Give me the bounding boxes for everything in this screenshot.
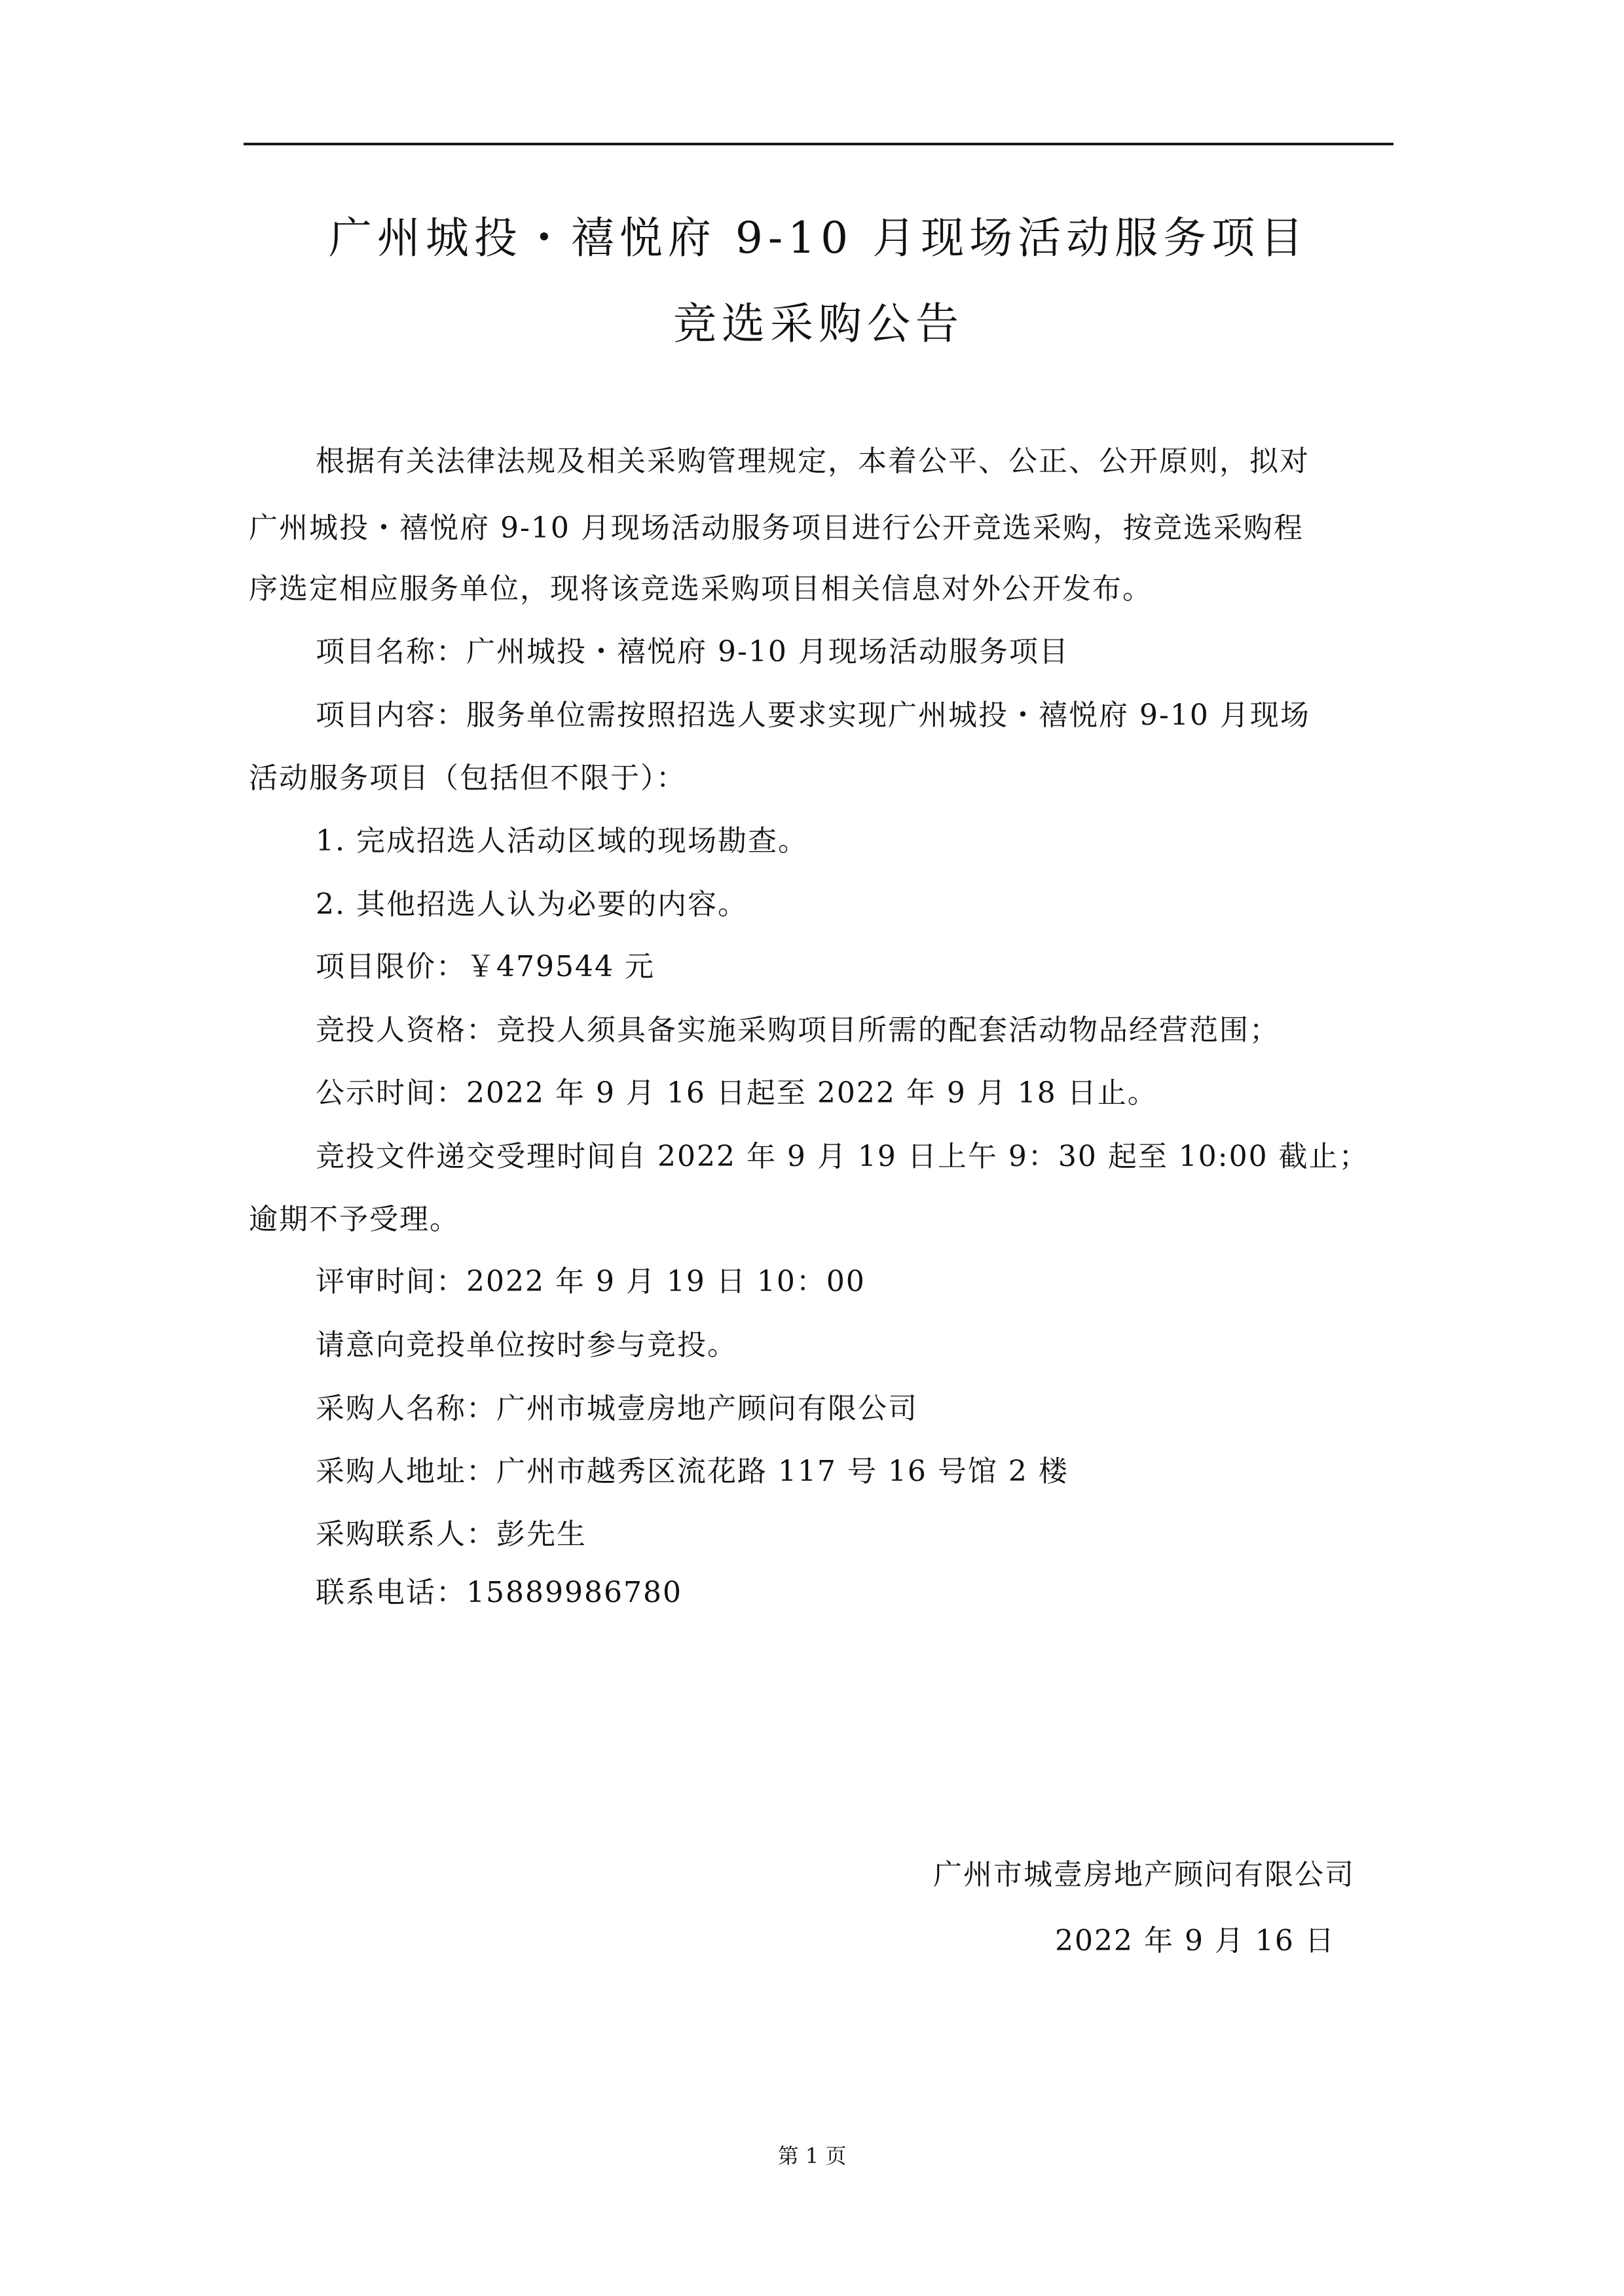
intro-line-2: 广州城投・禧悦府 9-10 月现场活动服务项目进行公开竞选采购，按竞选采购程 bbox=[249, 511, 1304, 545]
content-item-1: 1. 完成招选人活动区域的现场勘查。 bbox=[316, 824, 808, 858]
price-limit: 项目限价：￥479544 元 bbox=[316, 950, 655, 983]
signature-date: 2022 年 9 月 16 日 bbox=[1055, 1924, 1335, 1958]
contact-phone: 联系电话：15889986780 bbox=[316, 1576, 682, 1609]
bidder-qualification: 竞投人资格：竞投人须具备实施采购项目所需的配套活动物品经营范围； bbox=[316, 1013, 1280, 1047]
intro-line-1: 根据有关法律法规及相关采购管理规定，本着公平、公正、公开原则，拟对 bbox=[316, 445, 1310, 478]
review-time: 评审时间：2022 年 9 月 19 日 10：00 bbox=[316, 1265, 866, 1298]
contact-person: 采购联系人：彭先生 bbox=[316, 1518, 587, 1551]
submission-line-1: 竞投文件递交受理时间自 2022 年 9 月 19 日上午 9：30 起至 10:00 截止； bbox=[316, 1140, 1369, 1173]
document-title: 广州城投・禧悦府 9-10 月现场活动服务项目 bbox=[328, 213, 1309, 263]
content-item-2: 2. 其他招选人认为必要的内容。 bbox=[316, 888, 748, 921]
project-content-line-1: 项目内容：服务单位需按照招选人要求实现广州城投・禧悦府 9-10 月现场 bbox=[316, 699, 1310, 732]
purchaser-address: 采购人地址：广州市越秀区流花路 117 号 16 号馆 2 楼 bbox=[316, 1455, 1069, 1488]
project-name: 项目名称：广州城投・禧悦府 9-10 月现场活动服务项目 bbox=[316, 635, 1069, 668]
document-subtitle: 竞选采购公告 bbox=[673, 299, 964, 349]
publicity-period: 公示时间：2022 年 9 月 16 日起至 2022 年 9 月 18 日止。 bbox=[316, 1076, 1158, 1110]
page-number: 第 1 页 bbox=[777, 2143, 847, 2168]
project-content-line-2: 活动服务项目（包括但不限于）： bbox=[249, 761, 686, 795]
header-rule bbox=[244, 143, 1393, 145]
signature-company: 广州市城壹房地产顾问有限公司 bbox=[933, 1858, 1355, 1891]
intro-line-3: 序选定相应服务单位，现将该竞选采购项目相关信息对外公开发布。 bbox=[249, 572, 1153, 606]
purchaser-name: 采购人名称：广州市城壹房地产顾问有限公司 bbox=[316, 1392, 918, 1425]
invitation-text: 请意向竞投单位按时参与竞投。 bbox=[316, 1328, 737, 1362]
submission-line-2: 逾期不予受理。 bbox=[249, 1203, 460, 1236]
